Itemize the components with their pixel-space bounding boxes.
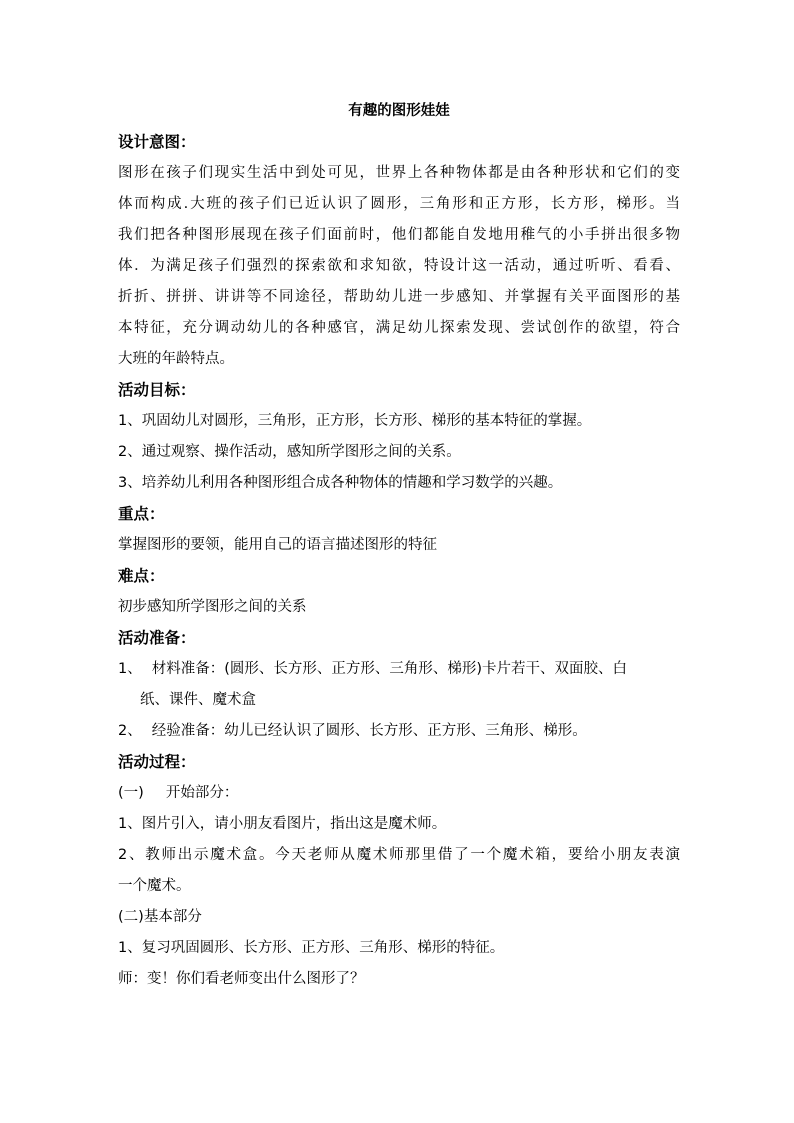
process-part-title: (二)基本部分 — [118, 909, 202, 925]
document-page — [118, 96, 680, 995]
process-item: 1、复习巩固圆形、长方形、正方形、三角形、梯形的特征。 — [118, 940, 505, 956]
design-intent-line: 我们把各种图形展现在孩子们面前时，他们都能自发地用稚气的小手拼出很多物 — [118, 227, 680, 243]
preparation-item — [118, 654, 680, 685]
preparation-item-continuation: 纸、课件、魔术盒 — [140, 692, 256, 708]
preparation-item-number: 1、 — [118, 661, 142, 677]
preparation-heading: 活动准备： — [118, 629, 196, 647]
goal-item: 1、巩固幼儿对圆形，三角形，正方形，长方形、梯形的基本特征的掌握。 — [118, 413, 592, 429]
difficulty-heading: 难点： — [118, 567, 165, 585]
preparation-item — [118, 716, 680, 747]
process-item: 1、图片引入，请小朋友看图片，指出这是魔术师。 — [118, 816, 447, 832]
difficulty-text: 初步感知所学图形之间的关系 — [118, 599, 307, 615]
process-item-continuation: 一个魔术。 — [118, 878, 191, 894]
goal-item: 2、通过观察、操作活动，感知所学图形之间的关系。 — [118, 444, 461, 460]
design-intent-line: 图形在孩子们现实生活中到处可见，世界上各种物体都是由各种形状和它们的变 — [118, 165, 680, 181]
design-intent-heading: 设计意图： — [118, 133, 196, 151]
design-intent-line: 本特征，充分调动幼儿的各种感官，满足幼儿探索发现、尝试创作的欲望，符合 — [118, 320, 680, 336]
process-part-label: (一) — [118, 785, 144, 801]
design-intent-line: 体而构成.大班的孩子们已近认识了圆形，三角形和正方形，长方形，梯形。当 — [118, 196, 680, 212]
process-part-name: 开始部分： — [165, 785, 239, 801]
key-point-heading: 重点： — [118, 505, 165, 523]
preparation-item-text: 经验准备：幼儿已经认识了圆形、长方形、正方形、三角形、梯形。 — [151, 723, 587, 739]
design-intent-line: 体．为满足孩子们强烈的探索欲和求知欲，特设计这一活动，通过听听、看看、 — [118, 258, 680, 274]
process-part-title — [118, 778, 680, 809]
process-heading: 活动过程： — [118, 753, 196, 771]
document-title: 有趣的图形娃娃 — [348, 103, 450, 119]
goals-heading: 活动目标： — [118, 381, 196, 399]
process-dialog: 师：变！你们看老师变出什么图形了？ — [118, 971, 365, 987]
preparation-item-number: 2、 — [118, 723, 142, 739]
design-intent-line: 折折、拼拼、讲讲等不同途径，帮助幼儿进一步感知、并掌握有关平面图形的基 — [118, 289, 680, 305]
goal-item: 3、培养幼儿利用各种图形组合成各种物体的情趣和学习数学的兴趣。 — [118, 475, 563, 491]
process-item: 2、教师出示魔术盒。今天老师从魔术师那里借了一个魔术箱，要给小朋友表演 — [118, 847, 680, 863]
key-point-text: 掌握图形的要领，能用自己的语言描述图形的特征 — [118, 537, 437, 553]
preparation-item-text: 材料准备：(圆形、长方形、正方形、三角形、梯形)卡片若干、双面胶、白 — [151, 661, 628, 677]
design-intent-line: 大班的年龄特点。 — [118, 351, 234, 367]
